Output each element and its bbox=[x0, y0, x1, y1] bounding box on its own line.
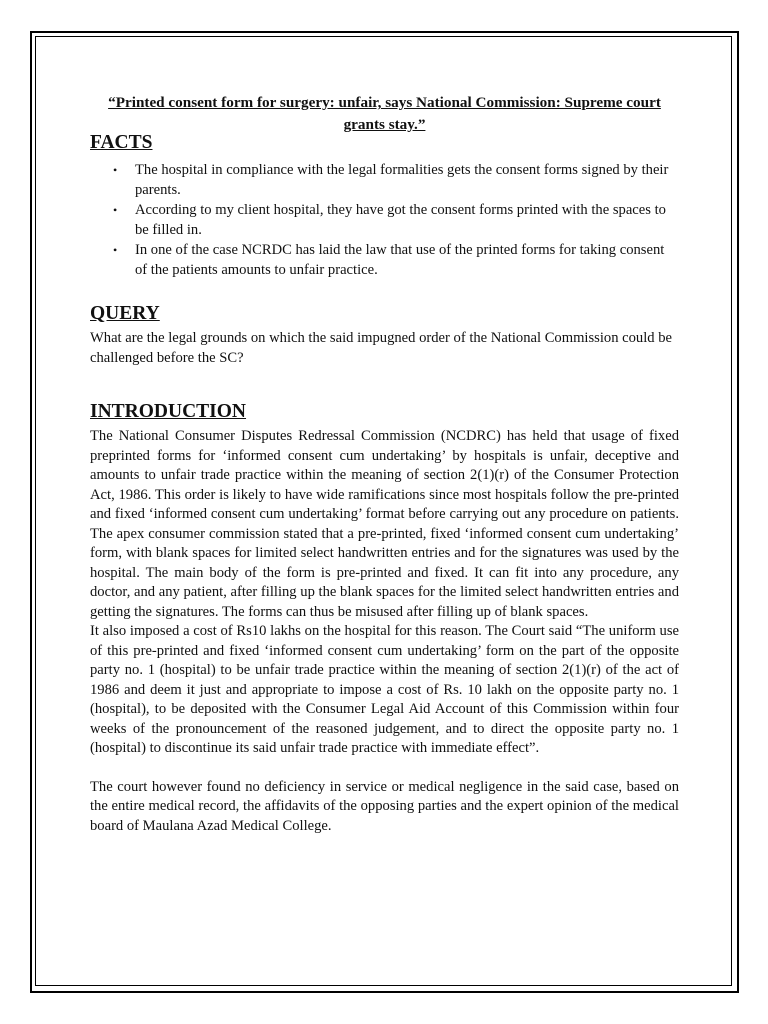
bullet-icon: • bbox=[113, 163, 118, 177]
introduction-paragraph: The court however found no deficiency in service or medical negligence in the said case, based on the entire medical record, the affidavits of the opposing parties and the expert opinion of the medical board of Maulana Azad Medical College. bbox=[90, 778, 679, 834]
bullet-icon: • bbox=[113, 203, 118, 217]
facts-list bbox=[90, 161, 679, 280]
fact-text: In one of the case NCRDC has laid the law that use of the printed forms for taking consent of the patients amounts to unfair practice. bbox=[135, 242, 665, 278]
introduction-paragraph: It also imposed a cost of Rs10 lakhs on the hospital for this reason. The Court said “The uniform use of this pre-printed and fixed ‘informed consent cum undertaking’ form on the part of the opposite party no. 1 (hospital) to be unfair trade practice within the meaning of section 2(1)(r) of the act of 1986 and deem it just and appropriate to impose a cost of Rs. 10 lakh on the opposite party no. 1 (hospital), to be deposited with the Consumer Legal Aid Account of this Commission within four weeks of the pronouncement of the reasoned judgement, and to direct the opposite party no. 1 (hospital) to discontinue its said unfair trade practice with immediate effect”. bbox=[90, 623, 679, 756]
document-body bbox=[90, 92, 679, 836]
list-item bbox=[113, 161, 679, 200]
list-item bbox=[113, 201, 679, 240]
query-text: What are the legal grounds on which the said impugned order of the National Commission could be challenged before the SC? bbox=[90, 330, 672, 366]
facts-heading: FACTS bbox=[90, 132, 153, 153]
list-item bbox=[113, 241, 679, 280]
document-title: “Printed consent form for surgery: unfair, says National Commission: Supreme court grants stay.” bbox=[108, 94, 661, 133]
fact-text: The hospital in compliance with the legal formalities gets the consent forms signed by their parents. bbox=[135, 162, 669, 198]
introduction-paragraph: The National Consumer Disputes Redressal Commission (NCDRC) has held that usage of fixed preprinted forms for ‘informed consent cum undertaking’ by hospitals is unfair, deceptive and amounts to unfair trade practice within the meaning of section 2(1)(r) of the Consumer Protection Act, 1986. This order is likely to have wide ramifications since most hospitals follow the pre-printed and fixed ‘informed consent cum undertaking’ format before carrying out any procedure on patients. The apex consumer commission stated that a pre-printed, fixed ‘informed consent cum undertaking’ form, with blank spaces for limited select handwritten entries and for the signatures was used by the hospital. The main body of the form is pre-printed and fixed. It can fit into any procedure, any doctor, and any patient, after filling up the blank spaces for the limited select handwritten entries and getting the signatures. The forms can thus be misused after filling up of blank spaces. bbox=[90, 428, 679, 620]
bullet-icon: • bbox=[113, 243, 118, 257]
introduction-heading: INTRODUCTION bbox=[90, 401, 247, 422]
fact-text: According to my client hospital, they have got the consent forms printed with the spaces to be filled in. bbox=[135, 202, 666, 238]
query-heading: QUERY bbox=[90, 303, 160, 324]
